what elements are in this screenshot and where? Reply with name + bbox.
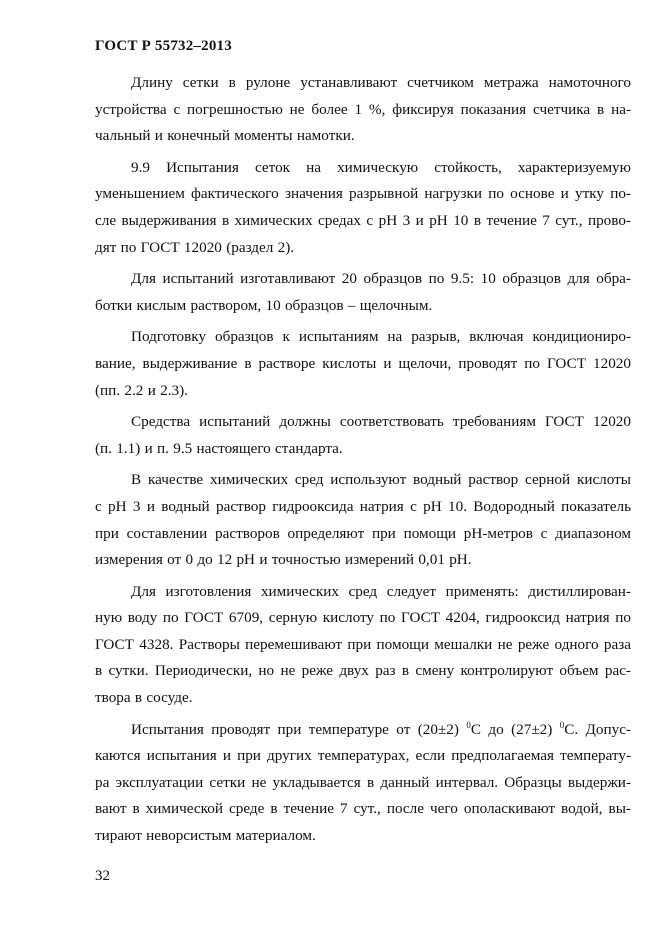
text-line: В качестве химических сред используют водный раствор серной кислоты	[131, 471, 631, 489]
paragraph-test-equipment	[95, 409, 631, 462]
text-line: 9.9 Испытания сеток на химическую стойкость, характеризуемую	[131, 158, 631, 176]
paragraph-samples	[95, 266, 631, 319]
text-line: сле выдерживания в химических средах с pH 3 и pH 10 в течение 7 сут., прово-	[95, 211, 631, 229]
text-line: каются испытания и при других температурах, если предполагаемая температу-	[95, 747, 631, 765]
text-line: вают в химической среде в течение 7 сут., после чего ополаскивают водой, вы-	[95, 800, 631, 818]
text-line: при составлении растворов определяют при помощи pH-метров с диапазоном	[95, 524, 631, 542]
text-line: Для изготовления химических сред следует применять: дистиллирован-	[131, 582, 631, 600]
text-line: Средства испытаний должны соответствовать требованиям ГОСТ 12020	[131, 413, 631, 431]
text-fragment: Испытания проводят при температуре от (20±2)	[131, 720, 467, 738]
paragraph-temperature	[95, 717, 631, 850]
text-line: ра эксплуатации сетки не укладывается в данный интервал. Образцы выдержи-	[95, 773, 631, 791]
superscript: 0	[466, 719, 471, 730]
paragraph-chemical-media	[95, 467, 631, 573]
text-line: (п. 1.1) и п. 9.5 настоящего стандарта.	[95, 439, 343, 457]
text-fragment: С. Допус-	[564, 720, 631, 738]
text-line: чальный и конечный моменты намотки.	[95, 127, 355, 145]
text-line: уменьшением фактического значения разрывной нагрузки по основе и утку по-	[95, 185, 631, 203]
text-line: ГОСТ 4328. Растворы перемешивают при помощи мешалки не реже одного раза	[95, 635, 631, 653]
text-line: вание, выдерживание в растворе кислоты и щелочи, проводят по ГОСТ 12020	[95, 354, 631, 372]
text-line: ботки кислым раствором, 10 образцов – щелочным.	[95, 296, 433, 314]
page-number: 32	[95, 868, 110, 884]
paragraph-chemical-resistance	[95, 155, 631, 261]
text-line: Для испытаний изготавливают 20 образцов по 9.5: 10 образцов для обра-	[131, 270, 631, 288]
document-body	[95, 70, 631, 855]
text-line	[95, 717, 631, 744]
text-line: тирают неворсистым материалом.	[95, 827, 316, 845]
text-line: в сутки. Периодически, но не реже двух раз в смену контролируют объем рас-	[95, 662, 631, 680]
text-line: ную воду по ГОСТ 6709, серную кислоту по ГОСТ 4204, гидрооксид натрия по	[95, 609, 631, 627]
paragraph-media-preparation	[95, 579, 631, 712]
paragraph-mesh-length	[95, 70, 631, 150]
text-line: с pH 3 и водный раствор гидрооксида натрия с pH 10. Водородный показатель	[95, 497, 631, 515]
standard-header: ГОСТ Р 55732–2013	[95, 38, 232, 54]
text-line: дят по ГОСТ 12020 (раздел 2).	[95, 238, 295, 256]
text-line: Подготовку образцов к испытаниям на разрыв, включая кондициониро-	[131, 328, 631, 346]
text-line: измерения от 0 до 12 pH и точностью измерений 0,01 pH.	[95, 551, 472, 569]
text-line: (пп. 2.2 и 2.3).	[95, 381, 188, 399]
paragraph-preparation	[95, 324, 631, 404]
text-line: устройства с погрешностью не более 1 %, фиксируя показания счетчика в на-	[95, 100, 631, 118]
text-line: Длину сетки в рулоне устанавливают счетчиком метража намоточного	[131, 74, 631, 91]
superscript: 0	[559, 719, 565, 730]
text-fragment: С до (27±2)	[470, 720, 560, 738]
text-line: твора в сосуде.	[95, 689, 193, 707]
